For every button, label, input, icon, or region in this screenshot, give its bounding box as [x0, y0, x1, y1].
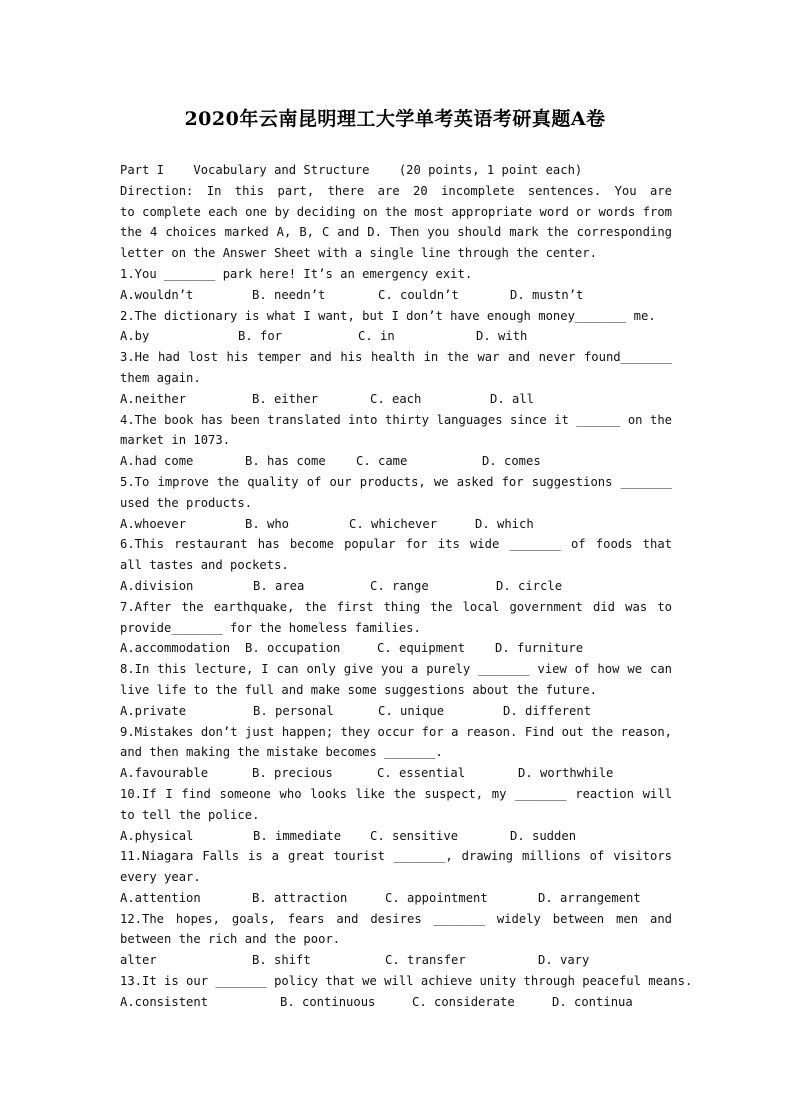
answer-options	[120, 389, 672, 410]
option-a: A.had come	[120, 454, 194, 469]
answer-options	[120, 701, 672, 722]
question-list	[120, 264, 693, 1013]
question-item	[120, 597, 672, 659]
option-a: alter	[120, 953, 157, 968]
question-stem-line: 5.To improve the quality of our products, we asked for suggestions _______	[120, 474, 672, 489]
question-item	[120, 306, 672, 348]
direction-line: the 4 choices marked A, B, C and D. Then you should mark the corresponding	[120, 225, 672, 240]
option-d: D. worthwhile	[518, 766, 614, 781]
answer-options	[120, 326, 672, 347]
option-a: A.division	[120, 578, 194, 593]
question-item	[120, 410, 672, 472]
question-stem-line: 12.The hopes, goals, fears and desires _______ widely between men and	[120, 911, 672, 926]
option-c: C. range	[370, 578, 429, 593]
option-b: B. attraction	[252, 890, 348, 905]
direction-paragraph	[120, 181, 672, 264]
option-d: D. circle	[496, 578, 563, 593]
question-stem-line: every year.	[120, 870, 201, 885]
question-stem-line: them again.	[120, 370, 201, 385]
question-item	[120, 722, 672, 784]
exam-content	[120, 160, 693, 1013]
option-a: A.whoever	[120, 516, 187, 531]
option-b: B. immediate	[253, 828, 342, 843]
option-a: A.accommodation	[120, 641, 231, 656]
question-stem-line: 11.Niagara Falls is a great tourist _______, drawing millions of visitors	[120, 849, 672, 864]
option-a: A.wouldn’t	[120, 287, 194, 302]
option-d: D. all	[490, 391, 535, 406]
question-item	[120, 971, 693, 1013]
direction-line: Direction: In this part, there are 20 incomplete sentences. You are	[120, 183, 672, 198]
question-stem-line: 10.If I find someone who looks like the suspect, my _______ reaction will	[120, 786, 672, 801]
question-item	[120, 347, 672, 409]
option-c: C. transfer	[385, 953, 466, 968]
question-item	[120, 472, 672, 534]
option-b: B. occupation	[245, 641, 341, 656]
question-stem-line: live life to the full and make some suggestions about the future.	[120, 682, 597, 697]
option-b: B. for	[238, 329, 283, 344]
option-d: D. sudden	[510, 828, 577, 843]
option-c: C. in	[358, 329, 395, 344]
option-c: C. unique	[378, 703, 445, 718]
question-stem-line: 8.In this lecture, I can only give you a purely _______ view of how we can	[120, 662, 672, 677]
option-c: C. sensitive	[370, 828, 459, 843]
option-c: C. considerate	[412, 994, 515, 1009]
option-d: D. furniture	[495, 641, 584, 656]
question-stem-line: 7.After the earthquake, the first thing the local government did was to	[120, 599, 672, 614]
answer-options	[120, 950, 672, 971]
option-c: C. couldn’t	[378, 287, 459, 302]
option-b: B. needn’t	[252, 287, 326, 302]
answer-options	[120, 514, 672, 535]
option-b: B. precious	[252, 766, 333, 781]
option-b: B. either	[252, 391, 319, 406]
question-item	[120, 909, 672, 971]
question-item	[120, 784, 672, 846]
answer-options	[120, 576, 672, 597]
option-a: A.private	[120, 703, 187, 718]
option-b: B. who	[245, 516, 290, 531]
option-d: D. arrangement	[538, 890, 641, 905]
question-item	[120, 264, 672, 306]
option-c: C. came	[356, 454, 408, 469]
question-stem-line: between the rich and the poor.	[120, 932, 341, 947]
question-stem-line: and then making the mistake becomes _______.	[120, 745, 443, 760]
question-item	[120, 846, 672, 908]
option-d: D. comes	[482, 454, 541, 469]
option-d: D. with	[476, 329, 528, 344]
question-stem-line: 13.It is our _______ policy that we will achieve unity through peaceful means.	[120, 974, 693, 989]
answer-options	[120, 451, 672, 472]
question-item	[120, 659, 672, 721]
answer-options	[120, 285, 672, 306]
question-item	[120, 534, 672, 596]
option-c: C. essential	[377, 766, 466, 781]
option-c: C. whichever	[349, 516, 438, 531]
option-c: C. each	[370, 391, 422, 406]
question-stem-line: market in 1073.	[120, 433, 231, 448]
option-b: B. continuous	[280, 994, 376, 1009]
question-stem-line: to tell the police.	[120, 807, 260, 822]
answer-options	[120, 826, 672, 847]
option-a: A.by	[120, 329, 150, 344]
option-b: B. shift	[252, 953, 311, 968]
answer-options	[120, 763, 672, 784]
option-d: D. vary	[538, 953, 590, 968]
question-stem-line: 4.The book has been translated into thirty languages since it ______ on the	[120, 412, 672, 427]
direction-line: letter on the Answer Sheet with a single line through the center.	[120, 246, 597, 261]
option-a: A.neither	[120, 391, 187, 406]
option-b: B. has come	[245, 454, 326, 469]
question-stem-line: provide_______ for the homeless families.	[120, 620, 421, 635]
direction-line: to complete each one by deciding on the most appropriate word or words from	[120, 204, 672, 219]
question-stem-line: 9.Mistakes don’t just happen; they occur for a reason. Find out the reason,	[120, 724, 672, 739]
option-d: D. continua	[552, 994, 633, 1009]
option-d: D. mustn’t	[510, 287, 584, 302]
option-b: B. area	[253, 578, 305, 593]
document-title: 2020年云南昆明理工大学单考英语考研真题A卷	[184, 108, 606, 130]
option-c: C. appointment	[385, 890, 488, 905]
option-a: A.consistent	[120, 994, 209, 1009]
option-b: B. personal	[253, 703, 334, 718]
question-stem-line: all tastes and pockets.	[120, 558, 289, 573]
question-stem-line: 3.He had lost his temper and his health in the war and never found_______	[120, 350, 672, 365]
option-d: D. different	[503, 703, 592, 718]
answer-options	[120, 638, 672, 659]
option-a: A.favourable	[120, 766, 209, 781]
option-d: D. which	[475, 516, 534, 531]
answer-options	[120, 888, 672, 909]
question-stem-line: 6.This restaurant has become popular for its wide _______ of foods that	[120, 537, 672, 552]
question-stem-line: 1.You _______ park here! It’s an emergency exit.	[120, 266, 473, 281]
question-stem-line: 2.The dictionary is what I want, but I don’t have enough money_______ me.	[120, 308, 656, 323]
option-c: C. equipment	[377, 641, 466, 656]
answer-options	[120, 992, 672, 1013]
option-a: A.physical	[120, 828, 194, 843]
part-heading: Part I Vocabulary and Structure (20 points, 1 point each)	[120, 163, 583, 177]
question-stem-line: used the products.	[120, 495, 253, 510]
option-a: A.attention	[120, 890, 201, 905]
